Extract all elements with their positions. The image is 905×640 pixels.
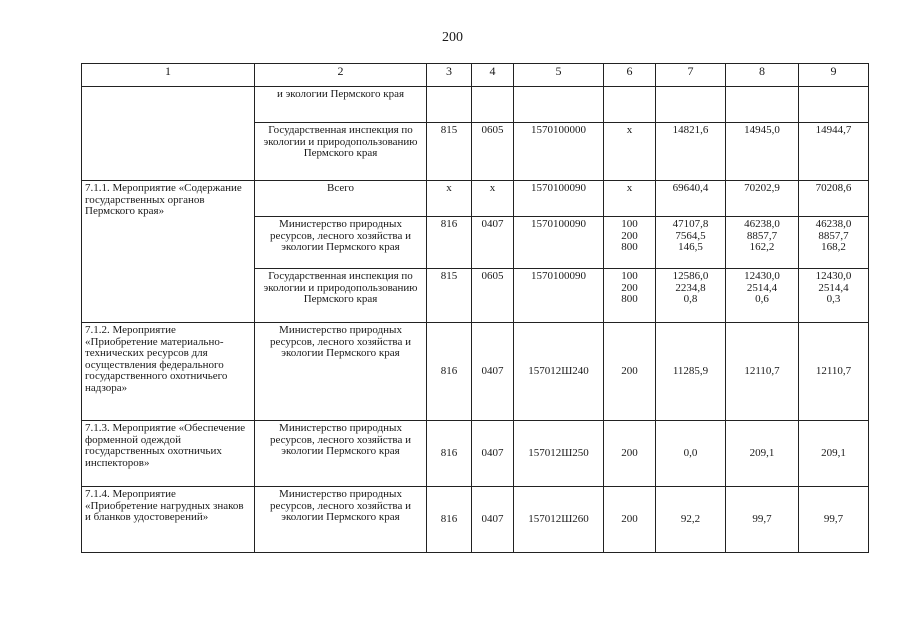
- value-cell-c7: [656, 181, 726, 217]
- value-cell-c9: [799, 269, 869, 323]
- value-line: 100: [621, 218, 638, 230]
- value-line: 2514,4: [818, 281, 849, 294]
- value-cell-c9: [799, 87, 869, 123]
- value-line: 99,7: [752, 512, 772, 525]
- value-line: 12430,0: [815, 270, 852, 282]
- value-cell-c6: [604, 487, 656, 553]
- table-row: [82, 421, 869, 487]
- table-row: [82, 323, 869, 421]
- responsible-cell: Государственная инспекция по экологии и природопользованию Пермского края: [255, 123, 427, 181]
- code-cell-c5: 1570100000: [514, 123, 604, 181]
- value-line: 2234,8: [675, 281, 706, 294]
- value-cell-c9: [799, 421, 869, 487]
- page-number: 200: [442, 30, 463, 45]
- column-header: 5: [514, 64, 604, 87]
- column-header: 4: [472, 64, 514, 87]
- value-line: 14821,6: [672, 124, 709, 136]
- value-cell-c8: [726, 269, 799, 323]
- measure-name-cell: 7.1.2. Мероприятие «Приобретение материально-технических ресурсов для осуществления федерального государственного охотничьего надзора»: [82, 323, 255, 421]
- code-cell-c4: 0605: [472, 269, 514, 323]
- value-line: 209,1: [821, 446, 846, 459]
- code-cell-c3: 816: [427, 217, 472, 269]
- value-cell-c7: [656, 269, 726, 323]
- value-line: 200: [621, 364, 638, 377]
- value-cell-c9: [799, 323, 869, 421]
- responsible-cell: Министерство природных ресурсов, лесного хозяйства и экологии Пермского края: [255, 217, 427, 269]
- responsible-cell: Министерство природных ресурсов, лесного хозяйства и экологии Пермского края: [255, 421, 427, 487]
- value-line: 200: [621, 281, 638, 294]
- value-line: 2514,4: [746, 281, 778, 294]
- value-line: 0,0: [683, 446, 698, 459]
- value-line: 800: [621, 241, 638, 253]
- measure-name-cell: 7.1.4. Мероприятие «Приобретение нагрудных знаков и бланков удостоверений»: [82, 487, 255, 553]
- code-cell-c3: 816: [427, 487, 472, 553]
- responsible-cell: Министерство природных ресурсов, лесного хозяйства и экологии Пермского края: [255, 323, 427, 421]
- table-row: [82, 181, 869, 217]
- code-cell-c4: 0605: [472, 123, 514, 181]
- column-header: 8: [726, 64, 799, 87]
- value-line: 92,2: [680, 512, 701, 525]
- value-line: 12430,0: [744, 270, 780, 282]
- code-cell-c3: 816: [427, 421, 472, 487]
- responsible-cell: Всего: [255, 181, 427, 217]
- code-cell-c3: [427, 87, 472, 123]
- value-line: 209,1: [749, 446, 775, 459]
- budget-table: [81, 63, 869, 553]
- measure-name-cell: 7.1.3. Мероприятие «Обеспечение форменной одеждой государственных охотничьих инспекторов»: [82, 421, 255, 487]
- measure-name-cell: [82, 87, 255, 181]
- responsible-cell: и экологии Пермского края: [255, 87, 427, 123]
- value-cell-c6: [604, 181, 656, 217]
- value-cell-c7: [656, 487, 726, 553]
- value-line: 0,6: [755, 293, 769, 305]
- column-header: 2: [255, 64, 427, 87]
- code-cell-c5: [514, 87, 604, 123]
- code-cell-c4: 0407: [472, 421, 514, 487]
- code-cell-c5: 1570100090: [514, 181, 604, 217]
- value-line: 162,2: [749, 241, 775, 253]
- code-cell-c3: 816: [427, 323, 472, 421]
- value-line: 11285,9: [672, 364, 709, 377]
- value-line: 46238,0: [815, 218, 852, 230]
- value-line: 0,3: [826, 293, 841, 305]
- value-line: 99,7: [823, 512, 844, 525]
- table-row: [82, 87, 869, 123]
- value-line: 8857,7: [818, 229, 849, 242]
- responsible-cell: Государственная инспекция по экологии и природопользованию Пермского края: [255, 269, 427, 323]
- value-line: 7564,5: [675, 229, 706, 242]
- responsible-cell: Министерство природных ресурсов, лесного хозяйства и экологии Пермского края: [255, 487, 427, 553]
- value-cell-c9: [799, 217, 869, 269]
- value-line: х: [626, 124, 633, 136]
- value-line: 800: [621, 293, 638, 305]
- value-line: 200: [621, 512, 638, 525]
- value-cell-c6: [604, 323, 656, 421]
- value-line: 100: [621, 270, 638, 282]
- value-cell-c9: [799, 181, 869, 217]
- value-line: 12110,7: [815, 364, 852, 377]
- value-line: х: [626, 182, 633, 194]
- value-line: 70202,9: [744, 182, 780, 194]
- code-cell-c5: 1570100090: [514, 217, 604, 269]
- value-cell-c8: [726, 323, 799, 421]
- value-cell-c7: [656, 217, 726, 269]
- value-cell-c6: [604, 269, 656, 323]
- column-header: 9: [799, 64, 869, 87]
- value-cell-c6: [604, 217, 656, 269]
- value-cell-c7: [656, 323, 726, 421]
- value-cell-c6: [604, 123, 656, 181]
- value-line: 146,5: [678, 241, 703, 253]
- value-cell-c7: [656, 87, 726, 123]
- value-line: 69640,4: [672, 182, 709, 194]
- code-cell-c4: 0407: [472, 487, 514, 553]
- value-line: 200: [621, 446, 638, 459]
- column-header: 6: [604, 64, 656, 87]
- code-cell-c3: 815: [427, 123, 472, 181]
- value-line: 47107,8: [672, 218, 709, 230]
- code-cell-c5: 157012Ш260: [514, 487, 604, 553]
- table-body: [82, 64, 869, 553]
- value-cell-c8: [726, 421, 799, 487]
- code-cell-c5: 157012Ш250: [514, 421, 604, 487]
- code-cell-c3: х: [427, 181, 472, 217]
- value-line: 168,2: [821, 241, 846, 253]
- code-cell-c4: 0407: [472, 217, 514, 269]
- column-header: 7: [656, 64, 726, 87]
- measure-name-cell: 7.1.1. Мероприятие «Содержание государственных органов Пермского края»: [82, 181, 255, 323]
- code-cell-c5: 1570100090: [514, 269, 604, 323]
- table-header-row: [82, 64, 869, 87]
- value-cell-c8: [726, 87, 799, 123]
- code-cell-c4: [472, 87, 514, 123]
- value-line: 12110,7: [744, 364, 780, 377]
- value-cell-c9: [799, 487, 869, 553]
- value-cell-c8: [726, 123, 799, 181]
- value-line: 70208,6: [815, 182, 852, 194]
- table-row: [82, 487, 869, 553]
- value-line: 12586,0: [672, 270, 709, 282]
- value-line: 46238,0: [744, 218, 780, 230]
- value-cell-c7: [656, 123, 726, 181]
- code-cell-c4: 0407: [472, 323, 514, 421]
- value-cell-c6: [604, 421, 656, 487]
- column-header: 1: [82, 64, 255, 87]
- value-cell-c8: [726, 181, 799, 217]
- code-cell-c4: х: [472, 181, 514, 217]
- value-line: 14944,7: [815, 124, 852, 136]
- value-line: 14945,0: [744, 124, 780, 136]
- column-header: 3: [427, 64, 472, 87]
- value-cell-c6: [604, 87, 656, 123]
- value-line: 8857,7: [746, 229, 778, 242]
- value-cell-c9: [799, 123, 869, 181]
- value-cell-c7: [656, 421, 726, 487]
- value-cell-c8: [726, 487, 799, 553]
- value-cell-c8: [726, 217, 799, 269]
- value-line: 0,8: [683, 293, 698, 305]
- value-line: 200: [621, 229, 638, 242]
- code-cell-c5: 157012Ш240: [514, 323, 604, 421]
- code-cell-c3: 815: [427, 269, 472, 323]
